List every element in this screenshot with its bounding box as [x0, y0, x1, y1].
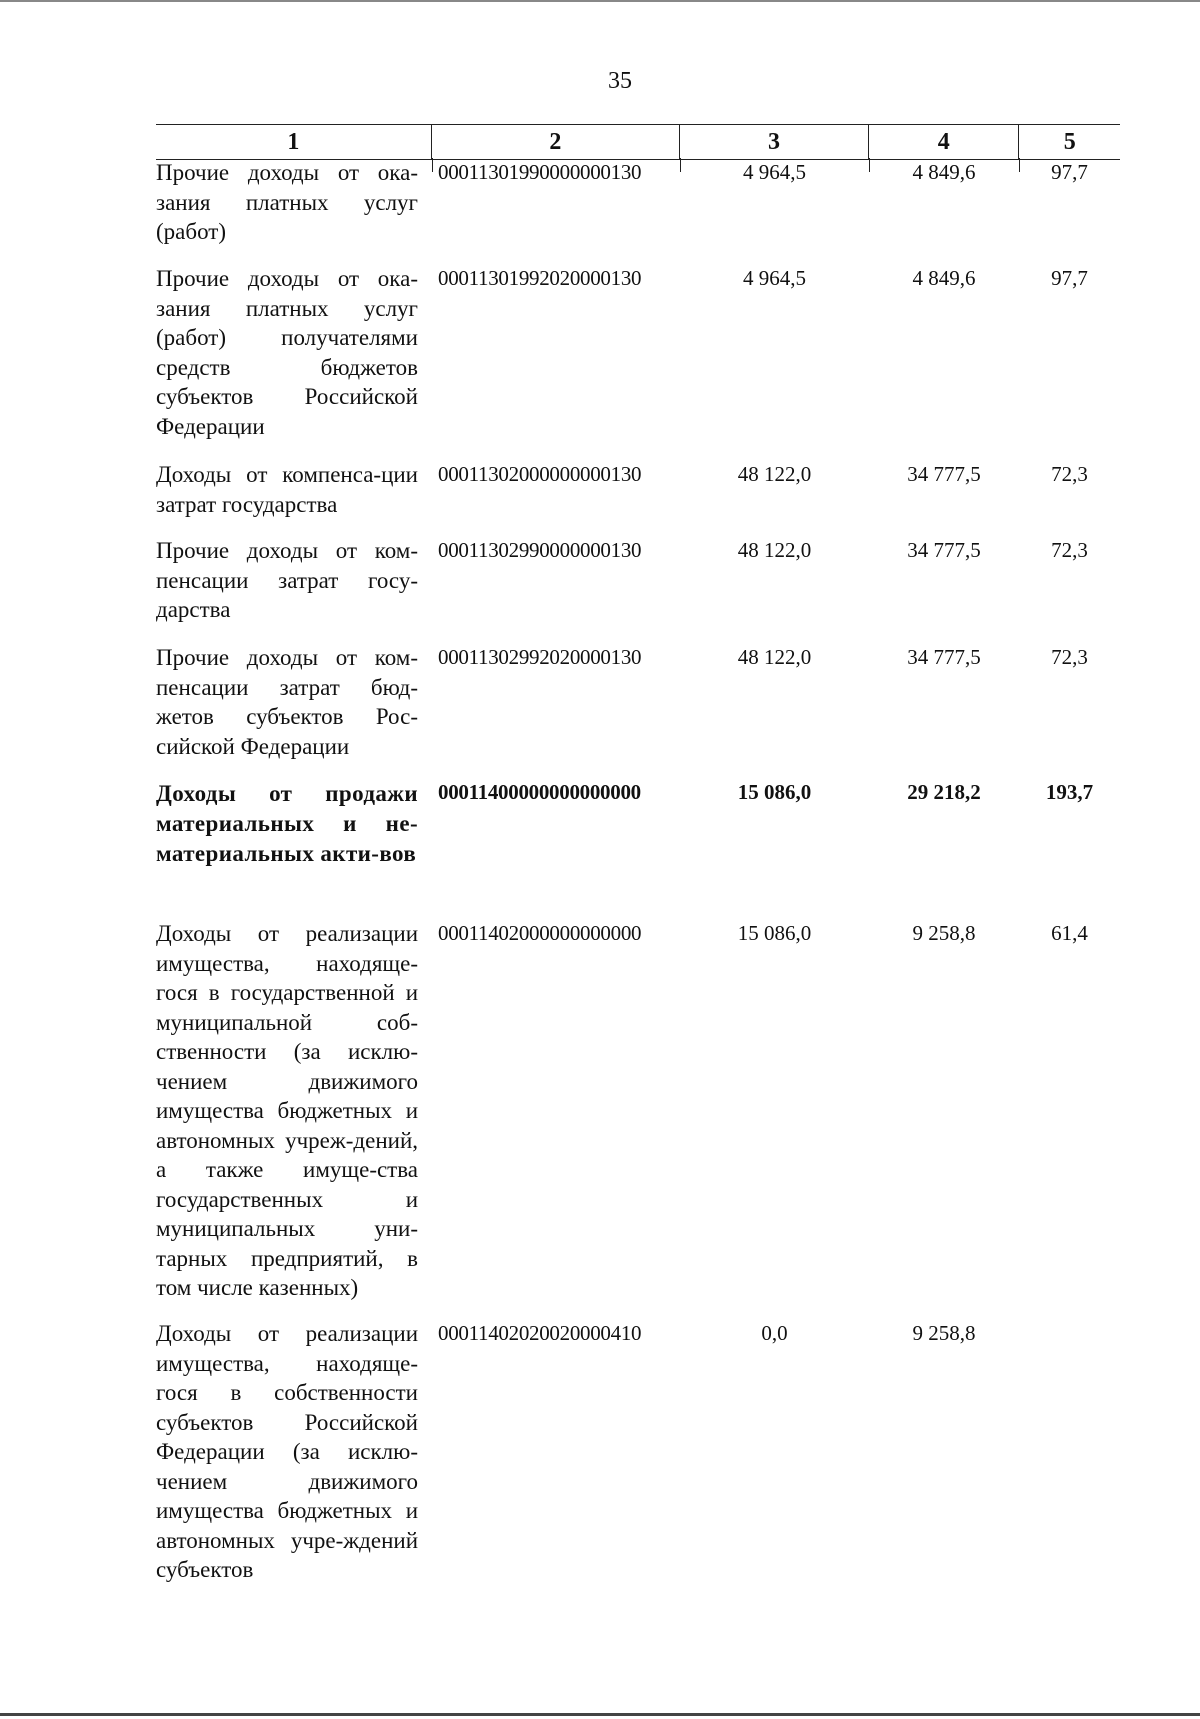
table-row: [156, 460, 1120, 536]
row-col3: 4 964,5: [743, 266, 806, 290]
row-name: Доходы от компенса-ции затрат государства: [156, 462, 418, 517]
row-name: Прочие доходы от ока-зания платных услуг (работ) получателями средств бюджетов субъектов Российской Федерации: [156, 266, 418, 439]
row-name: Прочие доходы от ком-пенсации затрат бюд-жетов субъектов Рос-сийской Федерации: [156, 645, 418, 759]
row-col4: 34 777,5: [907, 645, 981, 669]
table-row: [156, 1319, 1120, 1599]
row-col3: 48 122,0: [737, 462, 812, 486]
row-col4: 34 777,5: [907, 462, 981, 486]
column-divider: [432, 158, 433, 172]
row-name: Доходы от продажи материальных и не-материальных акти-вов: [156, 781, 418, 866]
header-col-5: 5: [1018, 125, 1120, 159]
row-col4: 9 258,8: [912, 1321, 976, 1345]
row-col4: 4 849,6: [912, 266, 976, 290]
row-col4: 34 777,5: [907, 538, 981, 562]
row-col4: 9 258,8: [912, 921, 976, 945]
row-col5: 97,7: [1051, 266, 1088, 290]
table-row: [156, 158, 1120, 264]
revenue-table: [156, 124, 1120, 1599]
row-col5: 61,4: [1051, 921, 1088, 945]
row-name: Прочие доходы от ока-зания платных услуг (работ): [156, 160, 418, 244]
row-col5: 72,3: [1051, 645, 1088, 669]
column-divider: [869, 158, 870, 172]
row-col4: 4 849,6: [912, 160, 976, 184]
column-divider: [1019, 158, 1020, 172]
table-row: [156, 264, 1120, 460]
row-name: Прочие доходы от ком-пенсации затрат госу-дарства: [156, 538, 418, 622]
row-code: 00011402020020000410: [438, 1321, 642, 1345]
table-header-row: [156, 124, 1120, 160]
table-row: [156, 777, 1120, 919]
row-col3: 4 964,5: [743, 160, 806, 184]
row-col5: 193,7: [1045, 780, 1094, 804]
table-row: [156, 643, 1120, 777]
row-col3: 15 086,0: [737, 780, 812, 804]
row-col5: 72,3: [1051, 462, 1088, 486]
row-code: 00011301992020000130: [438, 266, 642, 290]
row-col4: 29 218,2: [907, 780, 981, 804]
row-col5: 97,7: [1051, 160, 1088, 184]
row-code: 00011302992020000130: [438, 645, 642, 669]
row-col5: 72,3: [1051, 538, 1088, 562]
row-name: Доходы от реализации имущества, находяще-гося в государственной и муниципальной соб-ственности (за исклю-чением движимого имущества бюджетных и автономных учреж-дений, а также имуще-ства государственных и муниципальных уни-тарных предприятий, в том числе казенных): [156, 921, 418, 1300]
row-code: 00011402000000000000: [438, 921, 642, 945]
header-col-3: 3: [679, 125, 868, 159]
table-row: [156, 919, 1120, 1319]
table-row: [156, 536, 1120, 643]
row-code: 00011400000000000000: [438, 780, 641, 804]
row-col5: [1019, 1319, 1120, 1599]
row-code: 00011302000000000130: [438, 462, 642, 486]
row-name: Доходы от реализации имущества, находяще-гося в собственности субъектов Российской Федерации (за исклю-чением движимого имущества бюджетных и автономных учре-ждений субъектов: [156, 1321, 418, 1582]
header-col-1: 1: [287, 128, 300, 155]
row-col3: 48 122,0: [737, 538, 812, 562]
row-col3: 0,0: [761, 1321, 788, 1345]
header-col-2: 2: [431, 125, 679, 159]
page-bottom-edge: [0, 1713, 1200, 1716]
page-number: 35: [608, 68, 632, 94]
column-divider: [680, 158, 681, 172]
header-col-4: 4: [868, 125, 1018, 159]
row-col3: 48 122,0: [737, 645, 812, 669]
row-code: 00011302990000000130: [438, 538, 642, 562]
page-top-edge: [0, 0, 1200, 2]
row-col3: 15 086,0: [737, 921, 812, 945]
row-code: 00011301990000000130: [438, 160, 642, 184]
